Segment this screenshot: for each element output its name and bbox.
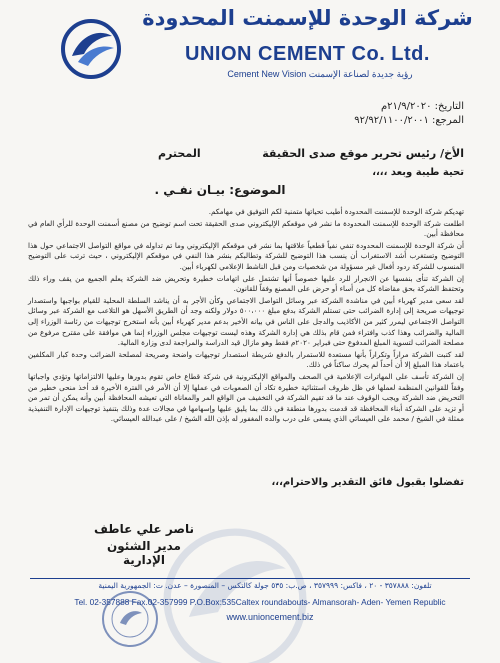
footer-address-english: Tel. 02-357888 Fax.02-357999 P.O.Box:535Caltex roundabouts- Almansorah- Aden- Yemen Republic — [74, 597, 446, 607]
company-name-english: UNION CEMENT Co. Ltd. — [185, 43, 430, 65]
honorific: المحترم — [158, 147, 201, 160]
footer-divider — [30, 578, 470, 579]
body-paragraph: إن الشركة تأسف على المهاترات الإعلامية في الصحف والمواقع الإليكترونية في شركة قطاع خاص تقوم بدورها وعليها الالتزاماتها وتؤدي واجباتها وفقاً للقوانين المنظمة لعملها في ظل ظروف استثنائية خطيرة تكاد أن الصعوبات في عملها إلا أن الأمر في الفترة الأخيرة قد أخذ منحى خطير من التحريض ضد الشركة ويجب الوقوف عند ما قد تقيم الشركة في التخفيف من الواقع المر والمعاناة التي تعيشه المحافظة أبين وأنه يمكن أن تمر من أو تزيد على الشركة أبناء المحافظة قد قدمت بدورها منطقة في ذلك بما يليق عليها وإسهامها في مجالات عدة وذلك بتنفيذ توجيهات الإدارة التنفيذية ممثلة في الشيخ / محمد على العيسائي الذي يسعى على درب والده المغفور له بإذن الله الشيخ / على عبدالله العيسائي. — [28, 371, 464, 424]
company-name-arabic: شركة الوحدة للإسمنت المحدودة — [142, 6, 473, 30]
union-cement-logo-icon — [58, 18, 124, 80]
greeting: تحية طيبة وبعد ،،،، — [372, 167, 464, 178]
letter-body — [28, 207, 464, 426]
body-paragraph: أن شركة الوحدة للإسمنت المحدودة تنفي نفياً قطعياً علاقتها بما نشر في موقعكم الإليكتروني وما تم تداوله في مواقع التواصل الاجتماعي حول هذا التوضيح وتستغرب أشد الاستغراب أن ينسب هذا التوضيح للشركة وتطالبكم بنشر هذا النفي في موقعكم الإليكتروني ، حيث ترتب على التوضيح المنسوب للشركة ردود أفعال غير مسؤولة من شخصيات ومن قبل الناشط الإعلامي لكهرباء أبين. — [28, 240, 464, 271]
footer-website: www.unioncement.biz — [226, 612, 314, 622]
subject-line: الموضوع: بيـان نفـي . — [154, 183, 286, 197]
signatory-name: ناصر علي عاطف — [94, 522, 194, 536]
company-stamp-icon — [100, 589, 160, 649]
body-paragraph: إن الشركة تنأى بنفسها عن الانجرار للرد عليها خصوصاً أنها تشتمل على اتهامات خطيرة وتحريض ضد الشركة يعلم الجميع من يقف وراء ذلك وتحتفظ الشركة بحق مقاضاة كل من أساء أو حرض على المصنع وفقاً للقانون. — [28, 273, 464, 294]
letter-date: التاريخ: ٢١/٩/٢٠٢٠م — [380, 101, 464, 112]
body-paragraph: اطلعت شركة الوحدة للإسمنت المحدودة ما نشر في موقعكم الإليكتروني صدى الحقيقة تحت اسم توضيح من مصنع أسمنت الوحدة للرأي العام في محافظة أبين. — [28, 218, 464, 239]
recipient-line — [30, 147, 464, 163]
footer-address-arabic: تلفون: ٣٥٧٨٨٨ - ٢٠ ، فاكس: ٣٥٧٩٩٩ ، ص.ب: ٥٣٥ جولة كالتكس – المنصورة – عدن. ت: الجمهورية اليمنية — [98, 581, 432, 590]
tagline-arabic: رؤية جديدة لصناعة الإسمنت — [308, 69, 413, 79]
recipient: الأخ/ رئيس تحرير موقع صدى الحقيقة — [262, 147, 464, 160]
body-paragraph: تهديكم شركة الوحدة للإسمنت المحدودة أطيب تحياتها متمنية لكم التوفيق في مهامكم. — [208, 207, 464, 216]
tagline — [170, 69, 470, 80]
closing-line: تفضلوا بقبول فائق التقدير والاحترام،،، — [271, 477, 464, 488]
tagline-english: Cement New Vision — [227, 69, 307, 79]
signatory-title: مدير الشئون الإدارية — [106, 539, 181, 567]
letter-reference: المرجع: ٩٢/٩٢/١١٠٠/٢٠٠١ — [354, 115, 464, 126]
body-paragraph: لقد سعى مدير كهرباء أبين في مناشدة الشركة عبر وسائل التواصل الاجتماعي وكأن الأجر به أن يناشد السلطة المحلية للقيام بواجبها واستصدار توجيهات صريحة إلى إدارة الضرائب حتى تستلم الشركة بدفع مبلغ ٥٠٠،٠٠٠ دولار ولكنه وجد أن الطريق الأسهل هو التلاعب مع الشركة عبر وسائل التواصل الاجتماعي ليمرر كثير من الأكاذيب والدجل على الناس في بيانه الأخير بدعم مدير كهرباء أبين بأنه استخرج توجيهات من رئاسة الوزراء إلى المالية والضرائب وهذا كذب وافتراء فمن قام بذلك هي إدارة الشركة وهذه ليست توجيهات مجلس الوزراء إنما هي موافقة على مقترح مرفوع من مصلحة الضرائب لتسوية المبلغ المدفوع حتى فبراير ٢٠٢٠م فقط وهو مازال قيد الدراسة والمراجعة لدى وزارة المالية. — [28, 295, 465, 348]
body-paragraph: لقد كتبت الشركة مراراً وتكراراً بأنها مستعدة للاستمرار بالدفع شريطة استصدار توجيهات واضحة وصريحة لمصلحة الضرائب وحدة كبار المكلفين باعتماد هذا المبلغ إلا أن أحداً لم يحرك ساكناً في ذلك. — [28, 349, 464, 370]
